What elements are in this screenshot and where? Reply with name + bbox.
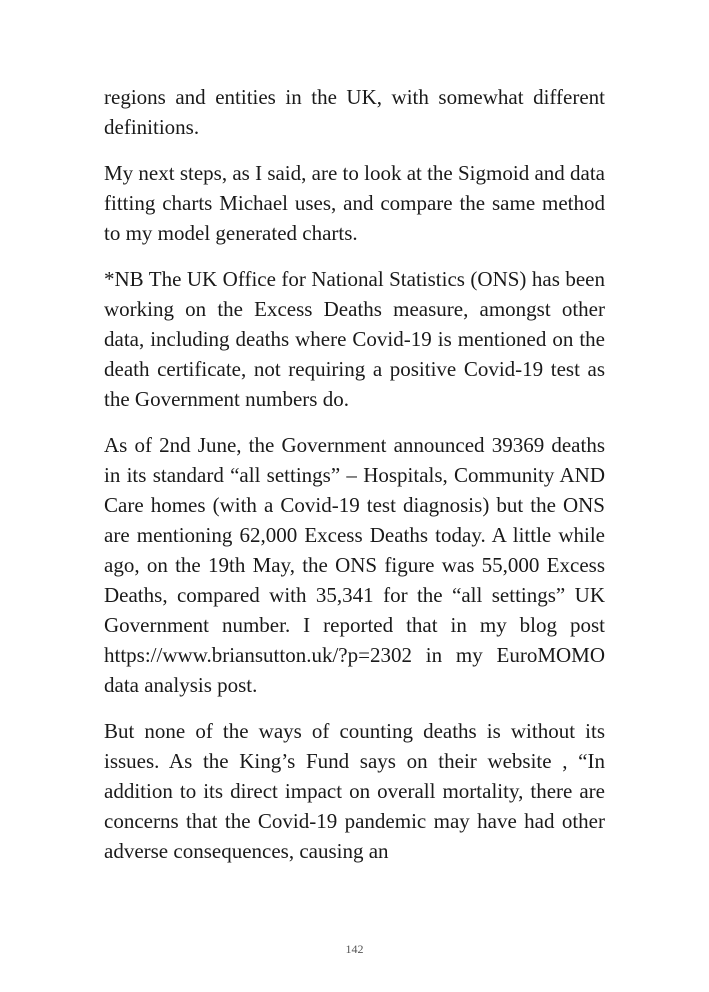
page-number: 142 xyxy=(345,942,364,956)
paragraph-kings-fund: But none of the ways of counting deaths is without its issues. As the King’s Fund says on their website , “In addition to its direct impact on overall mortality, there are concerns that the Covid-19 pandemic may have had other adverse consequences, causing an xyxy=(104,719,605,863)
paragraph-definitions: regions and entities in the UK, with somewhat different definitions. xyxy=(104,85,605,139)
paragraph-ons-note: *NB The UK Office for National Statistics (ONS) has been working on the Excess Deaths measure, amongst other data, including deaths where Covid-19 is mentioned on the death certificate, not requiring a positive Covid-19 test as the Government numbers do. xyxy=(104,267,605,411)
paragraph-next-steps: My next steps, as I said, are to look at the Sigmoid and data fitting charts Michael uses, and compare the same method to my model generated charts. xyxy=(104,161,605,245)
page-body xyxy=(104,82,605,882)
paragraph-death-figures: As of 2nd June, the Government announced 39369 deaths in its standard “all settings” – Hospitals, Community AND Care homes (with a Covid-19 test diagnosis) but the ONS are mentioning 62,000 Excess Deaths today. A little while ago, on the 19th May, the ONS figure was 55,000 Excess Deaths, compared with 35,341 for the “all settings” UK Government number. I reported that in my blog post https://www.briansutton.uk/?p=2302 in my EuroMOMO data analysis post. xyxy=(104,433,605,697)
